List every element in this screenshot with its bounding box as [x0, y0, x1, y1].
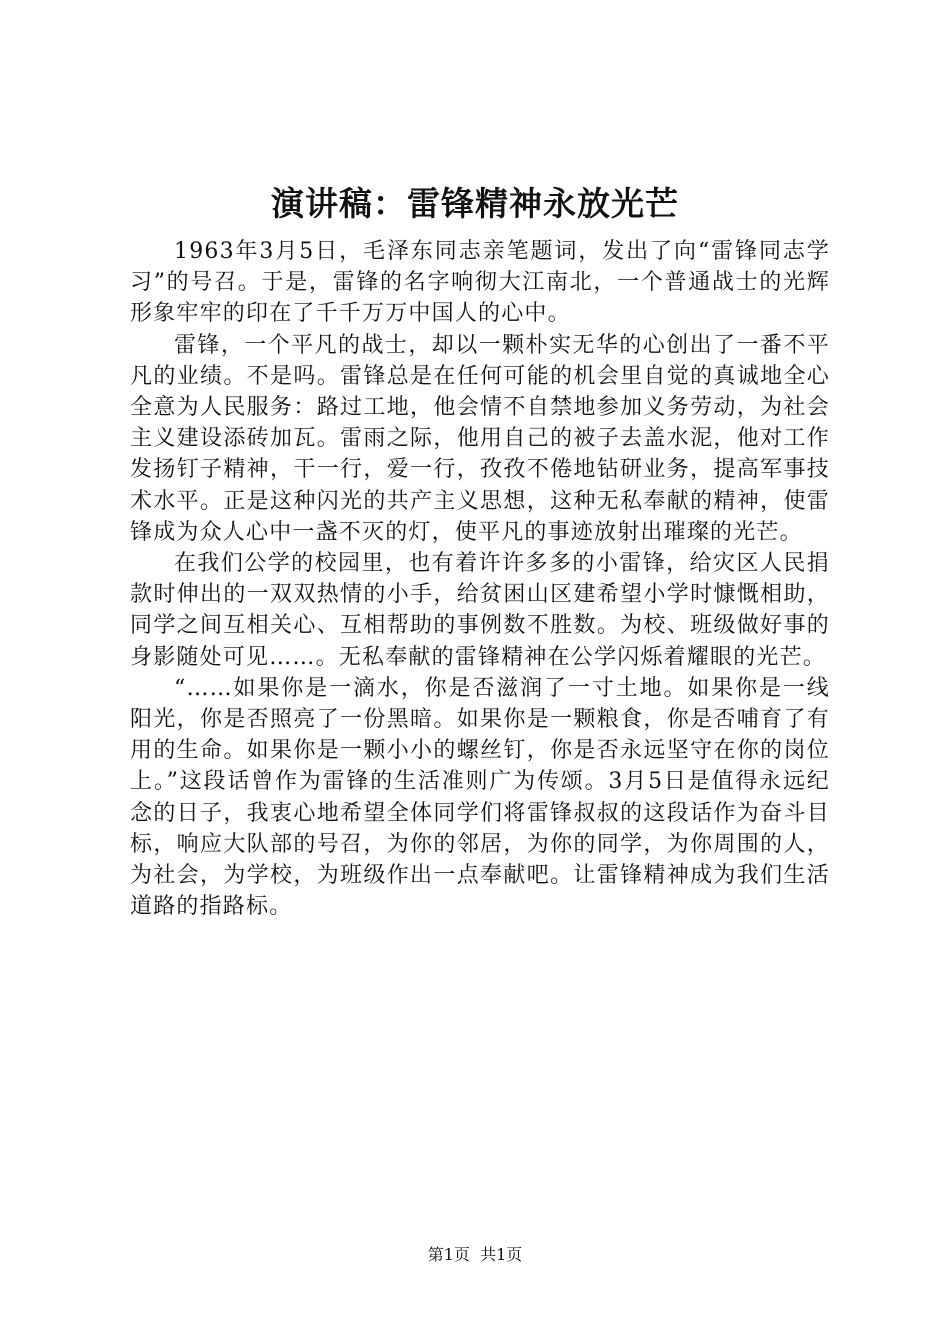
paragraph-4: “……如果你是一滴水，你是否滋润了一寸土地。如果你是一线阳光，你是否照亮了一份黑暗。如果你是一颗粮食，你是否哺育了有用的生命。如果你是一颗小小的螺丝钉，你是否永远坚守在你的岗位上。”这段话曾作为雷锋的生活准则广为传颂。3月5日是值得永远纪念的日子，我衷心地希望全体同学们将雷锋叔叔的这段话作为奋斗目标，响应大队部的号召，为你的邻居，为你的同学，为你周围的人，为社会，为学校，为班级作出一点奉献吧。让雷锋精神成为我们生活道路的指路标。	[130, 675, 830, 920]
paragraph-3: 在我们公学的校园里，也有着许许多多的小雷锋，给灾区人民捐款时伸出的一双双热情的小手，给贫困山区建希望小学时慷慨相助，同学之间互相关心、互相帮助的事例数不胜数。为校、班级做好事的身影随处可见……。无私奉献的雷锋精神在公学闪烁着耀眼的光芒。	[130, 551, 830, 670]
body-text	[130, 236, 830, 922]
page-number-footer: 第1页 共1页	[427, 1245, 523, 1264]
paragraph-2: 雷锋，一个平凡的战士，却以一颗朴实无华的心创出了一番不平凡的业绩。不是吗。雷锋总是在任何可能的机会里自觉的真诚地全心全意为人民服务：路过工地，他会情不自禁地参加义务劳动，为社会主义建设添砖加瓦。雷雨之际，他用自己的被子去盖水泥，他对工作发扬钉子精神，干一行，爱一行，孜孜不倦地钻研业务，提高军事技术水平。正是这种闪光的共产主义思想，这种无私奉献的精神，使雷锋成为众人心中一盏不灭的灯，使平凡的事迹放射出璀璨的光芒。	[130, 332, 830, 545]
paragraph-1: 1963年3月5日，毛泽东同志亲笔题词，发出了向“雷锋同志学习”的号召。于是，雷锋的名字响彻大江南北，一个普通战士的光辉形象牢牢的印在了千千万万中国人的心中。	[130, 239, 830, 327]
page-title: 演讲稿：雷锋精神永放光芒	[271, 184, 679, 223]
